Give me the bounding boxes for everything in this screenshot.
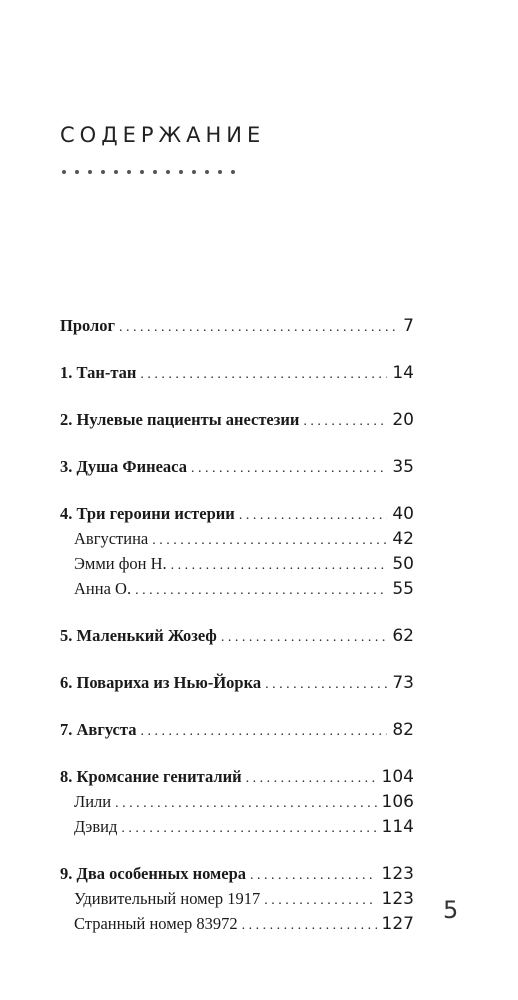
- page-reference: 14: [392, 363, 414, 383]
- dot-leader: [140, 719, 387, 744]
- toc-chapter: [60, 861, 414, 936]
- dot-leader: [171, 553, 388, 578]
- dot-leader: [152, 528, 387, 553]
- page-reference: 82: [392, 720, 414, 740]
- page-reference: 55: [392, 579, 414, 599]
- page-number: 5: [443, 896, 459, 924]
- toc-chapter: [60, 407, 414, 432]
- dot-leader: [191, 456, 387, 481]
- toc-chapter-entry: [60, 407, 414, 432]
- subchapter-title: Удивительный номер 1917: [74, 889, 261, 908]
- toc-chapter: [60, 360, 414, 385]
- chapter-title: 9. Два особенных номера: [60, 864, 247, 883]
- subchapter-title: Августина: [74, 529, 149, 548]
- toc-chapter: [60, 454, 414, 479]
- dot-leader: [239, 503, 388, 528]
- subchapter-title: Странный номер 83972: [74, 914, 238, 933]
- page-reference: 73: [392, 673, 414, 693]
- heading-dot-divider: [62, 170, 235, 176]
- page-reference: 42: [392, 529, 414, 549]
- page-reference: 123: [381, 889, 414, 909]
- toc-subentry: [60, 789, 414, 814]
- dot-leader: [246, 766, 377, 791]
- subchapter-title: Лили: [74, 792, 112, 811]
- toc-chapter-entry: [60, 313, 414, 338]
- toc-subentry: [60, 551, 414, 576]
- subchapter-title: Дэвид: [74, 817, 118, 836]
- chapter-title: 7. Августа: [60, 720, 137, 739]
- toc-chapter: [60, 670, 414, 695]
- toc-chapter: [60, 313, 414, 338]
- dot-leader: [242, 913, 377, 938]
- page-reference: 106: [381, 792, 414, 812]
- dot-leader: [135, 578, 387, 603]
- toc-chapter-entry: [60, 454, 414, 479]
- chapter-title: 6. Повариха из Нью-Йорка: [60, 673, 262, 692]
- chapter-title: 5. Маленький Жозеф: [60, 626, 217, 645]
- page-reference: 50: [392, 554, 414, 574]
- page-reference: 114: [381, 817, 414, 837]
- page-reference: 7: [403, 316, 414, 336]
- page-reference: 35: [392, 457, 414, 477]
- toc-chapter: [60, 501, 414, 601]
- toc-subentry: [60, 911, 414, 936]
- page-reference: 40: [392, 504, 414, 524]
- toc-chapter-entry: [60, 861, 414, 886]
- dot-leader: [265, 672, 387, 697]
- chapter-title: 4. Три героини истерии: [60, 504, 235, 523]
- chapter-title: 3. Душа Финеаса: [60, 457, 187, 476]
- toc-chapter-entry: [60, 670, 414, 695]
- dot-leader: [221, 625, 388, 650]
- chapter-title: Пролог: [60, 316, 116, 335]
- page-title: содержание: [60, 115, 266, 150]
- page-reference: 104: [381, 767, 414, 787]
- page-reference: 62: [392, 626, 414, 646]
- page-reference: 123: [381, 864, 414, 884]
- toc-chapter: [60, 764, 414, 839]
- toc-subentry: [60, 576, 414, 601]
- dot-leader: [264, 888, 376, 913]
- toc-chapter-entry: [60, 764, 414, 789]
- subchapter-title: Эмми фон Н.: [74, 554, 167, 573]
- toc-subentry: [60, 886, 414, 911]
- toc-subentry: [60, 526, 414, 551]
- chapter-title: 2. Нулевые пациенты анестезии: [60, 410, 300, 429]
- toc-chapter-entry: [60, 717, 414, 742]
- dot-leader: [303, 409, 387, 434]
- toc-subentry: [60, 814, 414, 839]
- dot-leader: [115, 791, 376, 816]
- dot-leader: [119, 315, 398, 340]
- chapter-title: 1. Тан-тан: [60, 363, 137, 382]
- page-reference: 127: [381, 914, 414, 934]
- dot-leader: [121, 816, 376, 841]
- chapter-title: 8. Кромсание гениталий: [60, 767, 242, 786]
- toc-chapter: [60, 717, 414, 742]
- dot-leader: [250, 863, 377, 888]
- toc-chapter-entry: [60, 501, 414, 526]
- toc-chapter: [60, 623, 414, 648]
- subchapter-title: Анна О.: [74, 579, 132, 598]
- dot-leader: [140, 362, 387, 387]
- toc-chapter-entry: [60, 623, 414, 648]
- table-of-contents: [60, 313, 414, 936]
- page-reference: 20: [392, 410, 414, 430]
- toc-chapter-entry: [60, 360, 414, 385]
